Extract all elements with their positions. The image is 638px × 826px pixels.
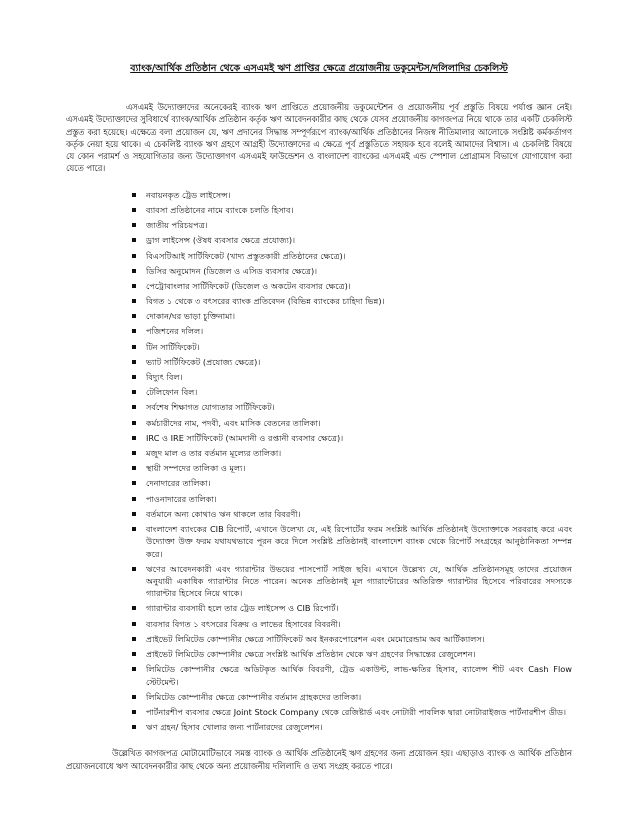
checklist-item: দেনাদারের তালিকা। [132,477,572,489]
checklist-item: মজুদ মাল ও তার বর্তমান মূল্যের তালিকা। [132,447,572,459]
checklist-item: ঋণের আবেদনকারী এবং গ্যারান্টার উভয়ের পাসপোর্ট সাইজ ছবি। এখানে উল্লেখ্য যে, আর্থিক প্রতিষ্ঠানসমূহ তাদের প্রয়োজন অনুযায়ী একাধিক গ্যারান্টার নিতে পারেন। অনেক প্রতিষ্ঠানই মূল গ্যারান্টোরের অতিরিক্ত গ্যারান্টার হিসেবে পরিবারের সদস্যকে গ্যারান্টার হিসেবে নিয়ে থাকে। [132,563,572,600]
checklist-item: বিগত ১ থেকে ৩ বৎসরের ব্যাংক প্রতিবেদন (বিভিন্ন ব্যাংকের চাহিদা ভিন্ন)। [132,295,572,307]
checklist-item: পজিশনের দলিল। [132,325,572,337]
checklist-item: কর্মচারীদের নাম, পদবী, এবং মাসিক বেতনের তালিকা। [132,417,572,429]
checklist-item: টেলিফোন বিল। [132,386,572,398]
closing-paragraph: উল্লেখিত কাগজপত্র মোটামোটিভাবে সমস্ত ব্যাংক ও আর্থিক প্রতিষ্ঠানেই ঋণ গ্রহণের জন্য প্রয়োজন হয়। এছাড়াও ব্যাংক ও আর্থিক প্রতিষ্ঠান প্রয়োজনবোধে ঋণ আবেদনকারীর কাছ থেকে অন্য প্রয়োজনীয় দলিলাদি ও তথ্য সংগ্রহ করতে পারে। [66,748,572,771]
intro-paragraph: এসএমই উদ্যোক্তাদের অনেকেরই ব্যাংক ঋণ প্রাপ্তিতে প্রয়োজনীয় ডকুমেন্টেশন ও প্রয়োজনীয় পূর্ব প্রস্তুতি বিষয়ে পর্যাপ্ত জ্ঞান নেই। এসএমই উদ্যোক্তাদের সুবিধার্থে ব্যাংক/আর্থিক প্রতিষ্ঠান কর্তৃক ঋণ আবেদনকারীর কাছ থেকে যেসব প্রয়োজনীয় কাগজপত্র নিয়ে থাকে তার একটি চেকলিস্ট প্রস্তুত করা হয়েছে। এক্ষেত্রে বলা প্রয়োজন যে, ঋণ প্রদানের সিদ্ধান্ত সম্পূর্ণরূপে ব্যাংক/আর্থিক প্রতিষ্ঠানের নিজস্ব নীতিমালার আলোকে সংশ্লিষ্ট কর্মকর্তাগণ কর্তৃক নেয়া হয়ে থাকে। এ চেকলিষ্ট ব্যাংক ঋণ গ্রহণে আগ্রহী উদ্যোক্তাদের এ ক্ষেত্রে পূর্ব প্রস্তুতিতে সহায়ক হবে বলেই আমাদের বিশ্বাস। এ চেকলিষ্ট বিষয়ে যে কোন পরামর্শ ও সহযোগিতার জন্য উদ্যোক্তাগণ এসএমই ফাউন্ডেশন ও বাংলাদেশ ব্যাংকের এসএমই এন্ড স্পেশাল প্রোগ্রামস বিভাগে যোগাযোগ করা যেতে পারে। [66,102,572,174]
checklist-item: ব্যাবসা প্রতিষ্ঠানের নামে ব্যাংকে চলতি হিসাব। [132,204,572,216]
checklist-item: সর্বশেষ শিক্ষাগত যোগ্যতার সার্টিফিকেট। [132,401,572,413]
checklist-item: বিএসটিআই সার্টিফিকেট (খাদ্য প্রস্তুতকারী প্রতিষ্ঠানের ক্ষেত্রে)। [132,250,572,262]
checklist-item: ডিসির অনুমোদন (ডিজেল ও এসিড ব্যবসার ক্ষেত্রে)। [132,265,572,277]
checklist-item: বাংলাদেশ ব্যাংকের CIB রিপোর্ট, এখানে উলেখ্য যে, এই রিপোর্টের ফরম সংশ্লিষ্ট আর্থিক প্রতিষ্ঠানই উদ্যোক্তাকে সরবরাহ করে এবং উদ্যোক্তা উক্ত ফরম যথাযথভাবে পূরন করে দিলে সংশ্লিষ্ট প্রতিষ্ঠানই বাংলাদেশ ব্যাংক থেকে রিপোর্ট সংগ্রহের আনুষ্ঠানিকতা সম্পন্ন করে। [132,523,572,560]
checklist-item: লিমিটেড কোম্পানীর ক্ষেত্রে অডিটকৃত আর্থিক বিবরণী, ট্রেড একাউন্ট, লাভ-ক্ষতির হিসাব, ব্যালেন্স শীট এবং Cash Flow স্টেটমেন্ট। [132,663,572,688]
checklist-item: দোকান/ঘর ভাড়া চুক্তিনামা। [132,310,572,322]
checklist-item: IRC ও IRE সার্টিফিকেট (আমদানী ও রপ্তানী ব্যবসার ক্ষেত্রে)। [132,432,572,444]
checklist-item: ভ্যাট সার্টিফিকেট (প্রযোজ্য ক্ষেত্রে)। [132,356,572,368]
checklist-item: বর্তমানে অন্য কোথাও ঋন থাকলে তার বিবরণী। [132,508,572,520]
checklist-item: পাওনাদারের তালিকা। [132,493,572,505]
checklist-item: পার্টনারশীপ ব্যবসার ক্ষেত্রে Joint Stock Company থেকে রেজিষ্টার্ড এবং নোটারী পাবলিক দ্বারা নোটারাইজড পার্টনারশীপ ডীড। [132,706,572,718]
checklist-item: স্থায়ী সম্পদের তালিকা ও মূল্য। [132,462,572,474]
checklist-item: ব্যবসার বিগত ১ বৎসরের বিক্রয় ও লাভের হিসাবের বিবরনী। [132,618,572,630]
checklist-item: নবায়নকৃত ট্রেড লাইসেন্স। [132,189,572,201]
checklist-item: বিদ্যুৎ বিল। [132,371,572,383]
checklist-item: গ্যারান্টার ব্যবসায়ী হলে তার ট্রেড লাইসেন্স ও CIB রিপোর্ট। [132,602,572,614]
checklist-item: প্রাইভেট লিমিটেড কোম্পানীর ক্ষেত্রে সংশ্লিষ্ট আর্থিক প্রতিষ্ঠান থেকে ঋণ গ্রহণের সিদ্ধান্তের রেজুলেশন। [132,648,572,660]
checklist-item: প্রাইভেট লিমিটেড কোম্পানীর ক্ষেত্রে সার্টিফিকেট অব ইনকরপোরেশন এবং মেমোরেন্ডাম অব আর্টিক্যালস। [132,633,572,645]
document-checklist [66,189,572,734]
checklist-item: পেট্রোবাংলার সার্টিফিকেট (ডিজেল ও অকটেন ব্যবসার ক্ষেত্রে)। [132,280,572,292]
checklist-item: ঋণ গ্রহন/ হিসাব খোলার জন্য পার্টনারদের রেজুলেশন। [132,721,572,733]
document-title: ব্যাংক/আর্থিক প্রতিষ্ঠান থেকে এসএমই ঋণ প্রাপ্তির ক্ষেত্রে প্রয়োজনীয় ডকুমেন্টস/দলিলাদির চেকলিস্ট [130,63,508,74]
checklist-item: লিমিটেড কোম্পানীর ক্ষেত্রে কোম্পানীর বর্তমান গ্রাহকদের তালিকা। [132,691,572,703]
checklist-item: টিন সার্টিফিকেট। [132,341,572,353]
checklist-item: জাতীয় পরিচয়পত্র। [132,219,572,231]
checklist-item: ড্রাগ লাইসেন্স (ঔষধ ব্যবসার ক্ষেত্রে প্রযোজ্য)। [132,234,572,246]
